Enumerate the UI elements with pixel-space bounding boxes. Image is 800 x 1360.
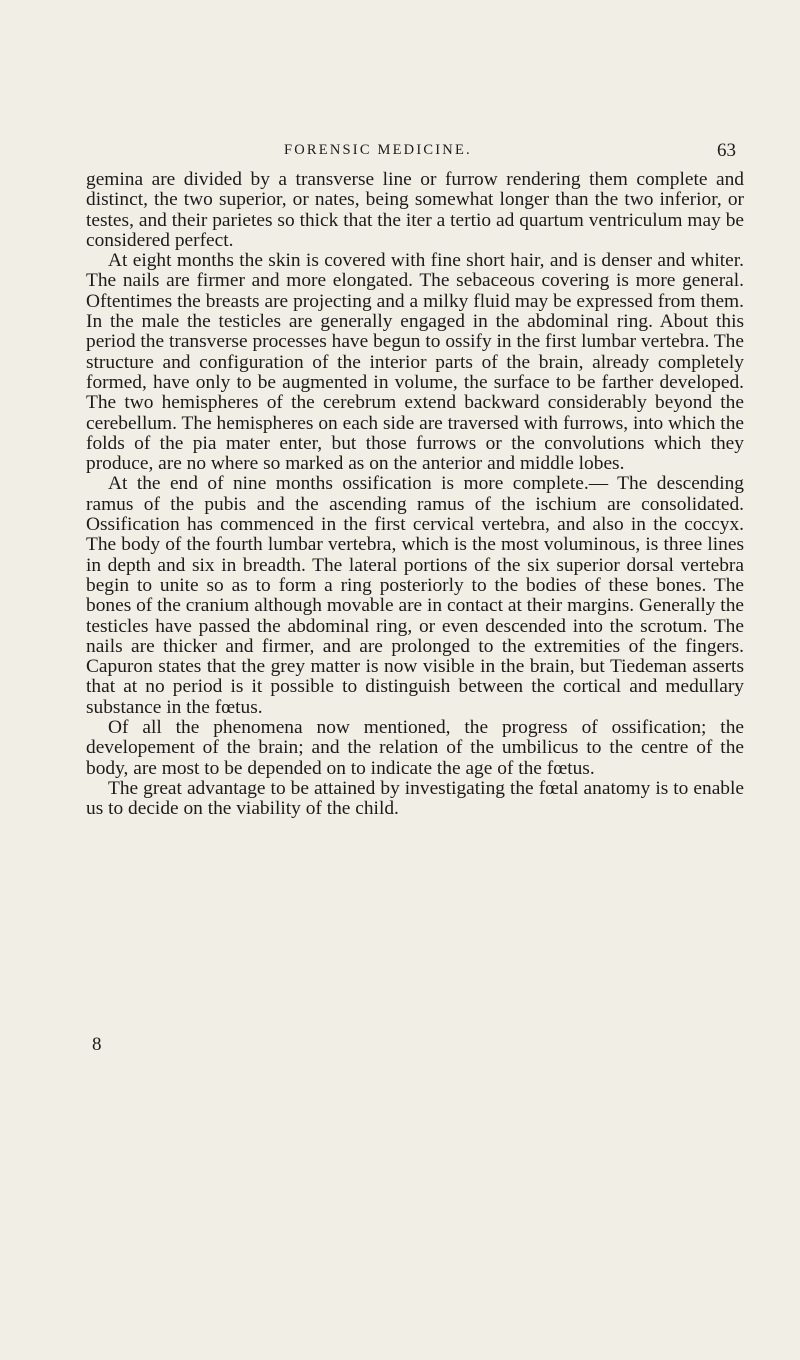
paragraph-viability: The great advantage to be attained by investigating the fœtal anatomy is to enable us to decide on the viability of the child. — [86, 777, 744, 820]
body-text — [86, 170, 744, 820]
paragraph-continuation: gemina are divided by a transverse line or furrow rendering them complete and distinct, the two superior, or nates, being somewhat longer than the two inferior, or testes, and their parietes so thick that the iter a tertio ad quartum ventriculum may be considered perfect. — [86, 169, 744, 251]
paragraph-nine-months: At the end of nine months ossification is more complete.— The descending ramus of the pubis and the ascending ramus of the ischium are consolidated. Ossification has commenced in the first cervical vertebra, and also in the coccyx. The body of the fourth lumbar vertebra, which is the most voluminous, is three lines in depth and six in breadth. The lateral portions of the six superior dorsal vertebra begin to unite so as to form a ring posteriorly to the bodies of these bones. The bones of the cranium although movable are in contact at their margins. Generally the testicles have passed the abdominal ring, or even descended into the scrotum. The nails are thicker and firmer, and are prolonged to the extremities of the fingers. Capuron states that the grey matter is now visible in the brain, but Tiedeman asserts that at no period is it possible to distinguish between the cortical and medullary substance in the fœtus. — [86, 473, 744, 718]
signature-mark: 8 — [92, 1034, 102, 1055]
paragraph-phenomena: Of all the phenomena now mentioned, the progress of ossification; the developement of the brain; and the relation of the umbilicus to the centre of the body, are most to be depended on to indicate the age of the fœtus. — [86, 717, 744, 779]
running-title: FORENSIC MEDICINE. — [284, 142, 472, 158]
running-head — [60, 142, 740, 166]
paragraph-eight-months: At eight months the skin is covered with fine short hair, and is denser and whiter. The nails are firmer and more elongated. The sebaceous covering is more general. Oftentimes the breasts are projecting and a milky fluid may be expressed from them. In the male the testicles are generally engaged in the abdominal ring. About this period the transverse processes have begun to ossify in the first lumbar vertebra. The structure and configuration of the interior parts of the brain, already completely formed, have only to be augmented in volume, the surface to be farther developed. The two hemispheres of the cerebrum extend backward considerably beyond the cerebellum. The hemispheres on each side are traversed with furrows, into which the folds of the pia mater enter, but those furrows or the convolutions which they produce, are no where so marked as on the anterior and middle lobes. — [86, 250, 744, 475]
page-number: 63 — [717, 140, 736, 161]
